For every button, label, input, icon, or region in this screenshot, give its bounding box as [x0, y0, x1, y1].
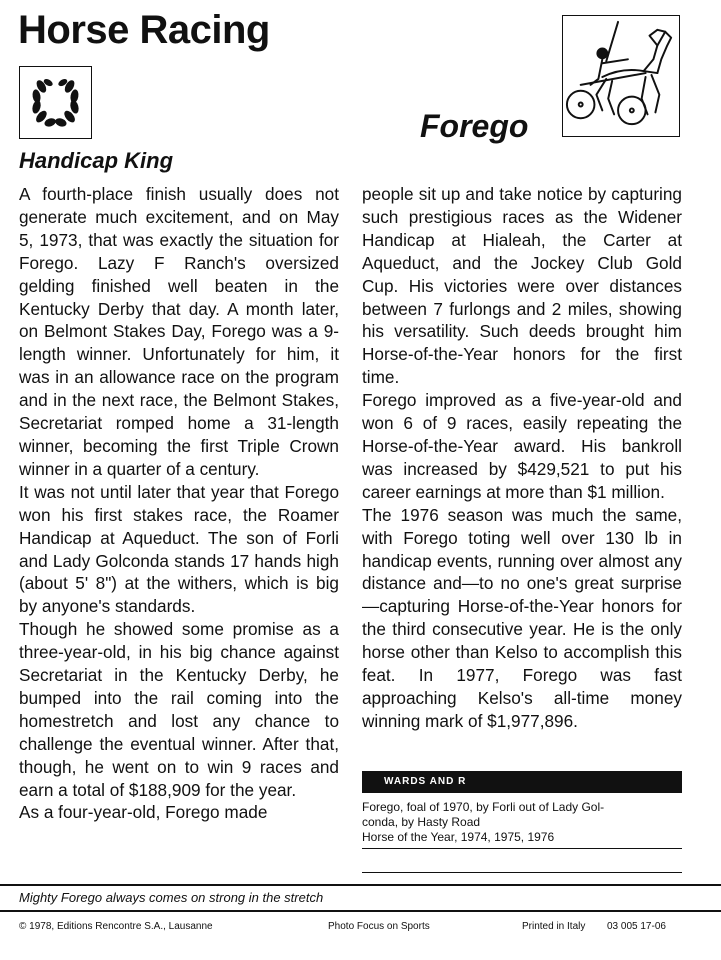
awards-text [362, 800, 682, 845]
awards-heading: WARDS AND R [362, 771, 682, 793]
printed-in: Printed in Italy [522, 921, 586, 932]
divider [362, 848, 682, 849]
body-right-column [362, 183, 682, 733]
body-paragraph: Though he showed some promise as a three-year-old, in his big chance against Secretariat in the Kentucky Derby, he bumped into the rail coming into the homestretch and lost any chance to challenge the eventual winner. After that, though, he went on to win 9 races and earn a total of $188,909 for the year. [19, 619, 339, 800]
series-title: Horse Racing [18, 8, 270, 52]
harness-racer-icon [562, 15, 680, 137]
photo-credit: Photo Focus on Sports [328, 921, 430, 932]
copyright: © 1978, Editions Rencontre S.A., Lausanne [19, 921, 213, 932]
photo-caption: Mighty Forego always comes on strong in the stretch [19, 890, 324, 905]
body-paragraph: It was not until later that year that Forego won his first stakes race, the Roamer Handicap at Aqueduct. The son of Forli and Lady Golconda stands 17 hands high (about 5' 8") at the withers, which is big by anyone's standards. [19, 481, 339, 617]
body-paragraph: people sit up and take notice by capturing such prestigious races as the Widener Handicap at Hialeah, the Carter at Aqueduct, and the Jockey Club Gold Cup. His victories were over distances between 7 furlongs and 2 miles, showing his versatility. Such deeds brought him Horse-of-the-Year honors for the first time. [362, 184, 682, 388]
awards-line: conda, by Hasty Road [362, 815, 481, 829]
body-paragraph: As a four-year-old, Forego made [19, 802, 268, 823]
body-paragraph: A fourth-place finish usually does not generate much excitement, and on May 5, 1973, that was exactly the situation for Forego. Lazy F Ranch's oversized gelding finished well beaten in the Kentucky Derby that day. A month later, on Belmont Stakes Day, Forego was a 9-length winner. Unfortunately for him, it was in an allowance race on the program and in the next race, the Belmont Stakes, Secretariat romped home a 31-length winner, becoming the first Triple Crown winner in a quarter of a century. [19, 184, 339, 479]
subject-name: Forego [420, 108, 529, 144]
body-paragraph: The 1976 season was much the same, with Forego toting well over 130 lb in handicap events, running over almost any distance and—to no one's great surprise—capturing Horse-of-the-Year honors for the third consecutive year. He is the only horse other than Kelso to accomplish this feat. In 1977, Forego was fast approaching Kelso's all-time money winning mark of $1,977,896. [362, 504, 682, 731]
laurel-wreath-icon [19, 66, 92, 139]
card-code: 03 005 17-06 [607, 921, 666, 932]
subtitle: Handicap King [19, 148, 174, 173]
awards-line: Forego, foal of 1970, by Forli out of Lady Gol- [362, 800, 605, 814]
body-left-column [19, 183, 339, 824]
divider [362, 872, 682, 873]
awards-line: Horse of the Year, 1974, 1975, 1976 [362, 830, 555, 844]
body-paragraph: Forego improved as a five-year-old and won 6 of 9 races, easily repeating the Horse-of-the-Year award. His bankroll was increased by $429,521 to put his career earnings at more than $1 million. [362, 390, 682, 502]
